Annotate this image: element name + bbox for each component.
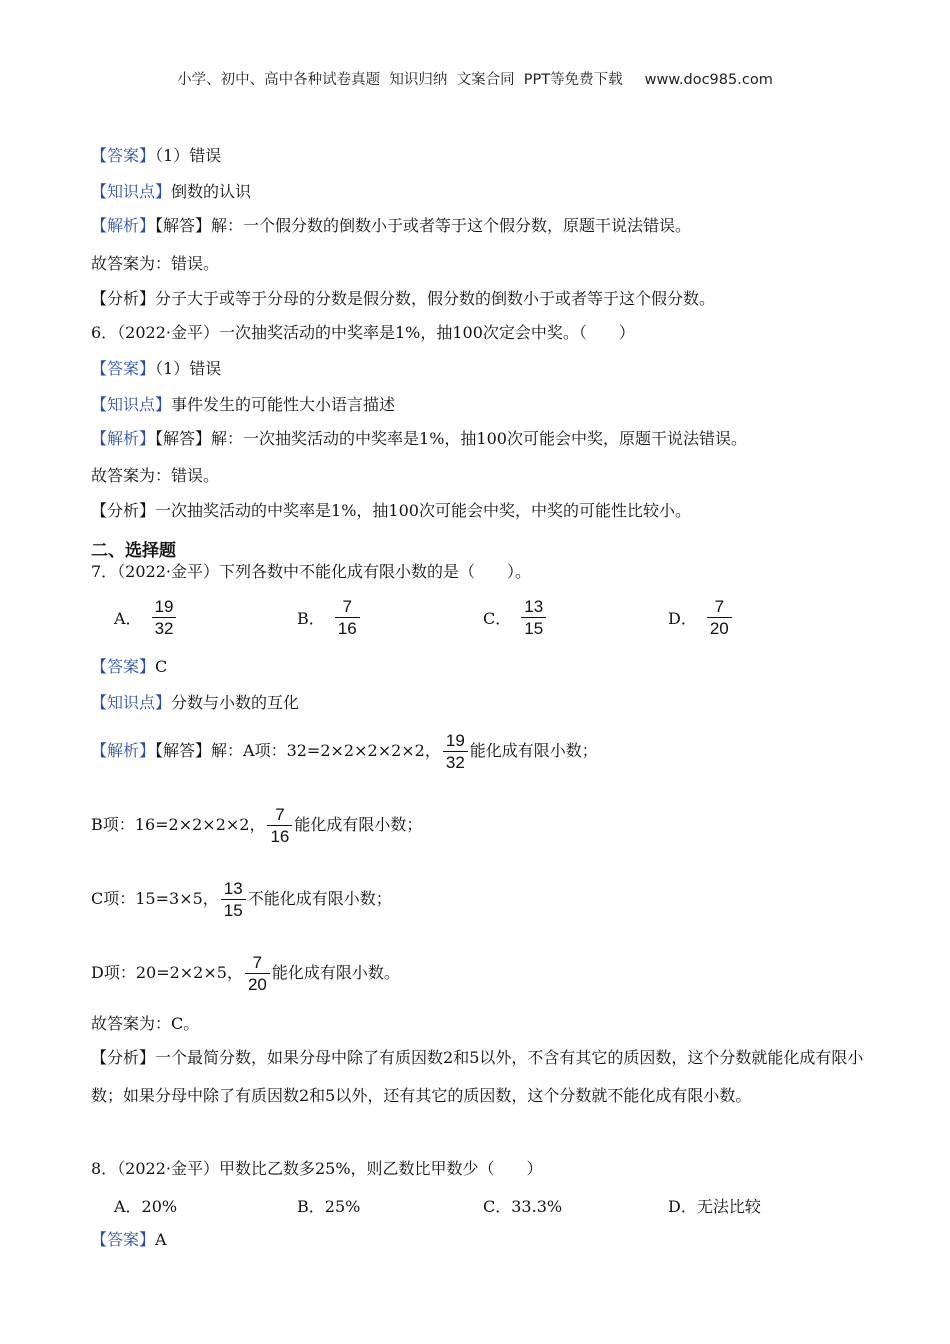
q6-conclusion: 故答案为：错误。 xyxy=(91,466,220,485)
header-url[interactable]: www.doc985.com xyxy=(644,72,773,88)
fraction xyxy=(221,878,246,921)
fenxi-text: 一个最简分数，如果分母中除了有质因数2和5以外，不含有其它的质因数，这个分数就能化成有限小数；如果分母中除了有质因数2和5以外，还有其它的质因数，这个分数就不能化成有限小数。 xyxy=(91,1048,864,1105)
step-text: 能化成有限小数。 xyxy=(271,963,400,982)
option-label: B． xyxy=(297,609,325,628)
step-text: 【解答】解：A项：32=2×2×2×2×2， xyxy=(155,741,441,760)
fraction-denominator: 32 xyxy=(443,751,468,773)
answer-text: A xyxy=(155,1230,167,1249)
fenxi-tag: 【分析】 xyxy=(91,1048,156,1067)
q6-fenxi xyxy=(91,500,691,522)
section-title: 二、选择题 xyxy=(91,541,176,561)
answer-tag: 【答案】 xyxy=(91,359,156,378)
kp-text: 倒数的认识 xyxy=(171,182,252,201)
option-label: C． xyxy=(483,609,512,628)
kp-tag: 【知识点】 xyxy=(91,182,172,201)
step-text: B项：16=2×2×2×2， xyxy=(91,815,266,834)
q6-knowledge-point xyxy=(91,394,395,416)
fenxi-tag: 【分析】 xyxy=(91,289,156,308)
step-text: 能化成有限小数； xyxy=(294,815,423,834)
q7-question: 7．（2022·金平）下列各数中不能化成有限小数的是（ ）。 xyxy=(91,562,531,581)
fenxi-text: 分子大于或等于分母的分数是假分数，假分数的倒数小于或者等于这个假分数。 xyxy=(155,289,716,308)
q6-question: 6．（2022·金平）一次抽奖活动的中奖率是1%，抽100次定会中奖。（ ） xyxy=(91,323,635,342)
q5-knowledge-point xyxy=(91,181,251,203)
q7-knowledge-point xyxy=(91,692,299,714)
analysis-tag: 【解析】 xyxy=(91,429,156,448)
fraction-denominator: 15 xyxy=(221,899,246,921)
option-label: D． xyxy=(668,609,697,628)
q8-option-a: A．20% xyxy=(114,1197,178,1216)
kp-tag: 【知识点】 xyxy=(91,693,172,712)
page-header xyxy=(0,68,950,89)
kp-tag: 【知识点】 xyxy=(91,395,172,414)
fraction xyxy=(267,804,292,847)
q5-conclusion: 故答案为：错误。 xyxy=(91,254,220,273)
q8-option-d: D．无法比较 xyxy=(668,1197,761,1216)
kp-text: 分数与小数的互化 xyxy=(171,693,300,712)
q5-analysis xyxy=(91,215,691,237)
option-label: A． xyxy=(114,609,142,628)
fenxi-tag: 【分析】 xyxy=(91,501,156,520)
q6-answer xyxy=(91,358,221,380)
step-text: D项：20=2×2×5， xyxy=(91,963,243,982)
fraction xyxy=(335,596,360,639)
q6-analysis xyxy=(91,428,747,450)
kp-text: 事件发生的可能性大小语言描述 xyxy=(171,395,396,414)
fraction-numerator: 19 xyxy=(445,731,465,750)
analysis-text: 【解答】解：一个假分数的倒数小于或者等于这个假分数，原题干说法错误。 xyxy=(155,216,692,235)
q7-option-a xyxy=(114,596,178,639)
step-text: 能化成有限小数； xyxy=(469,741,598,760)
answer-text: C xyxy=(155,657,168,676)
q7-answer xyxy=(91,656,167,678)
fraction xyxy=(443,730,468,773)
fraction-numerator: 13 xyxy=(524,597,544,616)
fraction-denominator: 16 xyxy=(335,617,360,639)
fraction-numerator: 7 xyxy=(252,953,263,972)
answer-text: （1）错误 xyxy=(155,146,222,165)
fraction-denominator: 16 xyxy=(267,825,292,847)
q7-analysis-step-d xyxy=(91,951,400,995)
q7-analysis-step-c xyxy=(91,877,392,921)
answer-tag: 【答案】 xyxy=(91,1230,156,1249)
q7-option-d xyxy=(668,596,734,639)
q8-question: 8．（2022·金平）甲数比乙数多25%，则乙数比甲数少（ ） xyxy=(91,1159,543,1178)
q8-option-b: B．25% xyxy=(297,1197,361,1216)
step-text: C项：15=3×5， xyxy=(91,889,219,908)
fraction xyxy=(245,952,270,995)
header-text: 小学、初中、高中各种试卷真题 知识归纳 文案合同 PPT等免费下载 xyxy=(177,72,623,88)
step-text: 不能化成有限小数； xyxy=(247,889,392,908)
fraction-numerator: 7 xyxy=(342,597,352,616)
q7-option-c xyxy=(483,596,548,639)
q5-answer xyxy=(91,145,221,167)
fenxi-text: 一次抽奖活动的中奖率是1%，抽100次可能会中奖，中奖的可能性比较小。 xyxy=(155,501,691,520)
fraction-numerator: 7 xyxy=(714,597,725,616)
fraction xyxy=(152,596,177,639)
analysis-text: 【解答】解：一次抽奖活动的中奖率是1%，抽100次可能会中奖，原题干说法错误。 xyxy=(155,429,747,448)
fraction-numerator: 7 xyxy=(275,805,285,824)
analysis-tag: 【解析】 xyxy=(91,741,156,760)
fraction-denominator: 15 xyxy=(521,617,546,639)
analysis-tag: 【解析】 xyxy=(91,216,156,235)
fraction-numerator: 19 xyxy=(154,597,174,616)
q7-analysis-step-a xyxy=(91,729,598,773)
fraction-denominator: 20 xyxy=(245,973,270,995)
q7-conclusion: 故答案为：C。 xyxy=(91,1014,200,1033)
answer-text: （1）错误 xyxy=(155,359,222,378)
q7-option-b xyxy=(297,596,362,639)
fraction-denominator: 20 xyxy=(707,617,732,639)
q8-option-c: C．33.3% xyxy=(483,1197,563,1216)
answer-tag: 【答案】 xyxy=(91,146,156,165)
q8-answer xyxy=(91,1229,167,1251)
q7-analysis-step-b xyxy=(91,803,422,847)
answer-tag: 【答案】 xyxy=(91,657,156,676)
fraction xyxy=(521,596,546,639)
q7-fenxi xyxy=(91,1039,866,1115)
fraction-denominator: 32 xyxy=(152,617,177,639)
q5-fenxi xyxy=(91,288,715,310)
fraction xyxy=(707,596,732,639)
fraction-numerator: 13 xyxy=(223,879,243,898)
